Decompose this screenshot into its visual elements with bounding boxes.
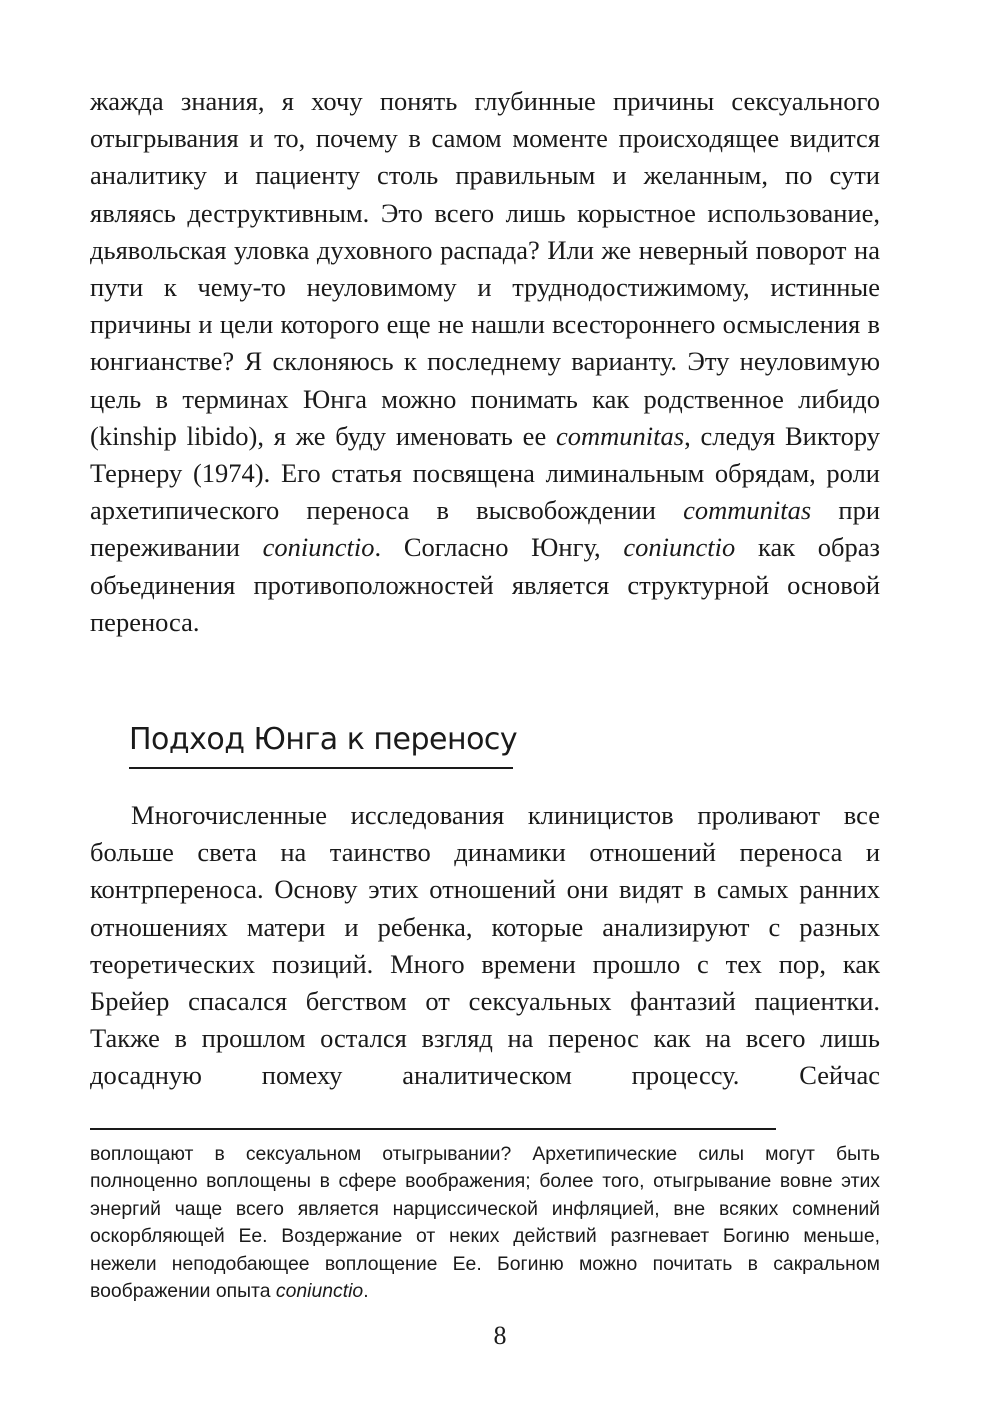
section-heading: Подход Юнга к переносу	[129, 719, 513, 769]
intro-paragraph	[90, 83, 880, 641]
intro-italic-term: communitas	[683, 495, 812, 526]
intro-text-part: жажда знания, я хочу понять глубинные причины сексуального отыгрывания и то, почему в самом моменте происходящее видится аналитику и пациенту столь правильным и желанным, по сути являясь деструктивным. Это всего лишь корыстное использование, дьявольская уловка духовного распада? Или же неверный поворот на пути к чему-то неуловимому и труднодостижимому, истинные причины и цели которого еще не нашли всестороннего осмысления в юнгианстве? Я склоняюсь к последнему варианту. Эту неуловимую цель в терминах Юнга можно понимать как родственное либидо (kinship libido), я же буду именовать ее	[90, 86, 880, 451]
intro-text-part: . Согласно Юнгу,	[374, 532, 624, 563]
section-text-block	[90, 797, 880, 1095]
footnote	[90, 1141, 880, 1305]
footnote-end: .	[363, 1280, 369, 1303]
intro-text-part: , следуя Виктору Тернеру (1974). Его статья посвящена лиминальным обрядам, роли архетипического переноса в высвобождении	[90, 420, 880, 526]
section-paragraph: Многочисленные исследования клиницистов проливают все больше света на таинство динамики отношений переноса и контрпереноса. Основу этих отношений они видят в самых ранних отношениях матери и ребенка, которые анализируют с разных теоретических позиций. Много времени прошло с тех пор, как Брейер спасался бегством от сексуальных фантазий пациентки. Также в прошлом остался взгляд на перенос как на всего лишь досадную помеху аналитическом процессу. Сейчас	[90, 800, 880, 1091]
footnote-italic-term: coniunctio	[275, 1280, 364, 1303]
intro-italic-term: coniunctio	[262, 532, 375, 563]
intro-text-block	[90, 83, 880, 641]
footnote-text: воплощают в сексуальном отыгрывании? Архетипические силы могут быть полноценно воплощены в сфере воображения; более того, отыгрывание вовне этих энергий чаще всего является нарциссической инфляцией, вне всяких сомнений оскорбляющей Ее. Воздержание от неких действий разгневает Богиню меньше, нежели неподобающее воплощение Ее. Богиню можно почитать в сакральном воображении опыта	[90, 1143, 880, 1303]
footnote-divider	[90, 1128, 776, 1130]
intro-italic-term: coniunctio	[623, 532, 736, 563]
intro-text-part: как образ объединения противоположностей является структурной основой переноса.	[90, 532, 881, 637]
intro-italic-term: communitas	[556, 420, 685, 451]
page-number: 8	[493, 1321, 507, 1350]
intro-text-part: при переживании	[90, 495, 880, 563]
